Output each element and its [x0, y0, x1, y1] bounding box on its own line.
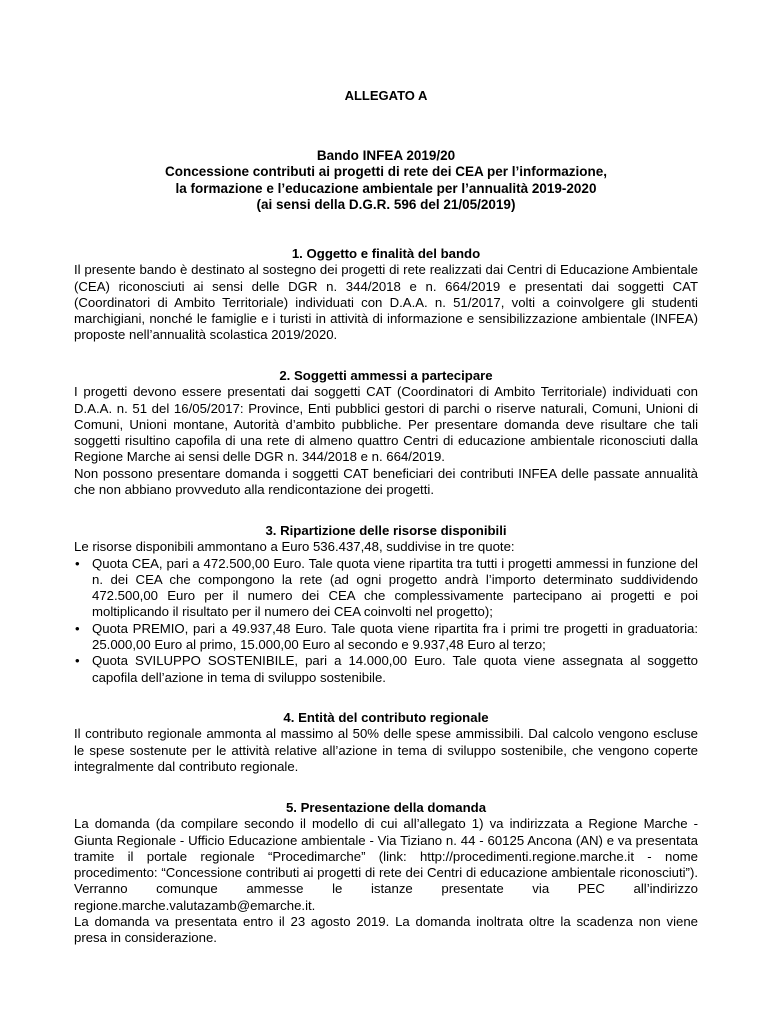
- title-line-4: (ai sensi della D.G.R. 596 del 21/05/2019): [256, 197, 516, 213]
- section-heading: 2. Soggetti ammessi a partecipare: [279, 368, 493, 383]
- title-line-2: Concessione contributi ai progetti di rete dei CEA per l’informazione,: [164, 164, 608, 180]
- section-paragraph: Il contributo regionale ammonta al massimo al 50% delle spese ammissibili. Dal calcolo vengono escluse le spese sostenute per le attività relative all’azione in tema di sviluppo sostenibile, che vengono coperte integralmente dal contributo regionale.: [74, 726, 698, 774]
- bullet-icon: •: [75, 555, 80, 571]
- title-line-3: la formazione e l’educazione ambientale per l’annualità 2019-2020: [175, 180, 597, 196]
- section-soggetti-ammessi: [74, 368, 698, 498]
- list-item: [74, 621, 698, 654]
- list-item-text: Quota CEA, pari a 472.500,00 Euro. Tale quota viene ripartita tra tutti i progetti ammessi in funzione del n. dei CEA che compongono la rete (ad ogni progetto andrà l’importo determinato suddividendo 472.500,00 Euro per il numero dei CEA che complessivamente partecipano ai progetti e poi moltiplicando il risultato per il numero dei CEA coinvolti nel progetto);: [92, 555, 698, 620]
- section-presentazione-domanda: [74, 800, 698, 947]
- list-item-text: Quota PREMIO, pari a 49.937,48 Euro. Tale quota viene ripartita fra i primi tre progetti in graduatoria: 25.000,00 Euro al primo, 15.000,00 Euro al secondo e 9.937,48 Euro al terzo;: [92, 620, 698, 653]
- title-line-1: Bando INFEA 2019/20: [316, 148, 456, 163]
- list-item: [74, 653, 698, 686]
- list-item-text: Quota SVILUPPO SOSTENIBILE, pari a 14.000,00 Euro. Tale quota viene assegnata al soggetto capofila dell’azione in tema di sviluppo sostenibile.: [92, 653, 698, 685]
- allegato-label: ALLEGATO A: [344, 88, 428, 103]
- bullet-icon: •: [75, 620, 80, 636]
- section-heading: 5. Presentazione della domanda: [285, 800, 487, 815]
- section-paragraph: La domanda va presentata entro il 23 agosto 2019. La domanda inoltrata oltre la scadenza non viene presa in considerazione.: [74, 914, 698, 946]
- section-entita-contributo: [74, 710, 698, 775]
- section-heading: 3. Ripartizione delle risorse disponibili: [265, 523, 507, 538]
- section-paragraph: I progetti devono essere presentati dai soggetti CAT (Coordinatori di Ambito Territoriale) individuati con D.A.A. n. 51 del 16/05/2017: Province, Enti pubblici gestori di parchi o riserve naturali, Comuni, Unioni di Comuni, Unioni montane, Autorità d’ambito pubbliche. Per presentare domanda deve risultare che tali soggetti risultino capofila di una rete di almeno quattro Centri di educazione ambientale riconosciuti dalla Regione Marche ai sensi delle DGR n. 344/2018 e n. 664/2019.: [74, 384, 698, 465]
- bullet-icon: •: [75, 653, 80, 669]
- section-heading: 1. Oggetto e finalità del bando: [291, 246, 481, 261]
- quota-list: [74, 556, 698, 686]
- document-title: [74, 148, 698, 214]
- section-oggetto: [74, 246, 698, 344]
- section-paragraph: La domanda (da compilare secondo il modello di cui all’allegato 1) va indirizzata a Regione Marche - Giunta Regionale - Ufficio Educazione ambientale - Via Tiziano n. 44 - 60125 Ancona (AN) e va presentata tramite il portale regionale “Procedimarche” (link: http://procedimenti.regione.marche.it - nome procedimento: “Concessione contributi ai progetti di rete dei Centri di educazione ambientale riconosciuti”). Verranno comunque ammesse le istanze presentate via PEC all’indirizzo regione.marche.valutazamb@emarche.it.: [74, 816, 698, 913]
- section-ripartizione-risorse: [74, 523, 698, 686]
- section-heading: 4. Entità del contributo regionale: [283, 710, 489, 725]
- section-paragraph: Non possono presentare domanda i soggetti CAT beneficiari dei contributi INFEA delle passate annualità che non abbiano provveduto alla rendicontazione dei progetti.: [74, 465, 698, 498]
- document-page: [74, 0, 698, 1024]
- section-paragraph: Il presente bando è destinato al sostegno dei progetti di rete realizzati dai Centri di Educazione Ambientale (CEA) riconosciuti ai sensi delle DGR n. 344/2018 e n. 664/2019 e presentati dai soggetti CAT (Coordinatori di Ambito Territoriale) individuati con D.A.A. n. 51/2017, volti a coinvolgere gli studenti marchigiani, nonché le famiglie e i turisti in attività di informazione e sensibilizzazione ambientale (INFEA) proposte nell’annualità scolastica 2019/2020.: [74, 262, 698, 343]
- section-intro: Le risorse disponibili ammontano a Euro 536.437,48, suddivise in tre quote:: [74, 539, 515, 555]
- list-item: [74, 556, 698, 621]
